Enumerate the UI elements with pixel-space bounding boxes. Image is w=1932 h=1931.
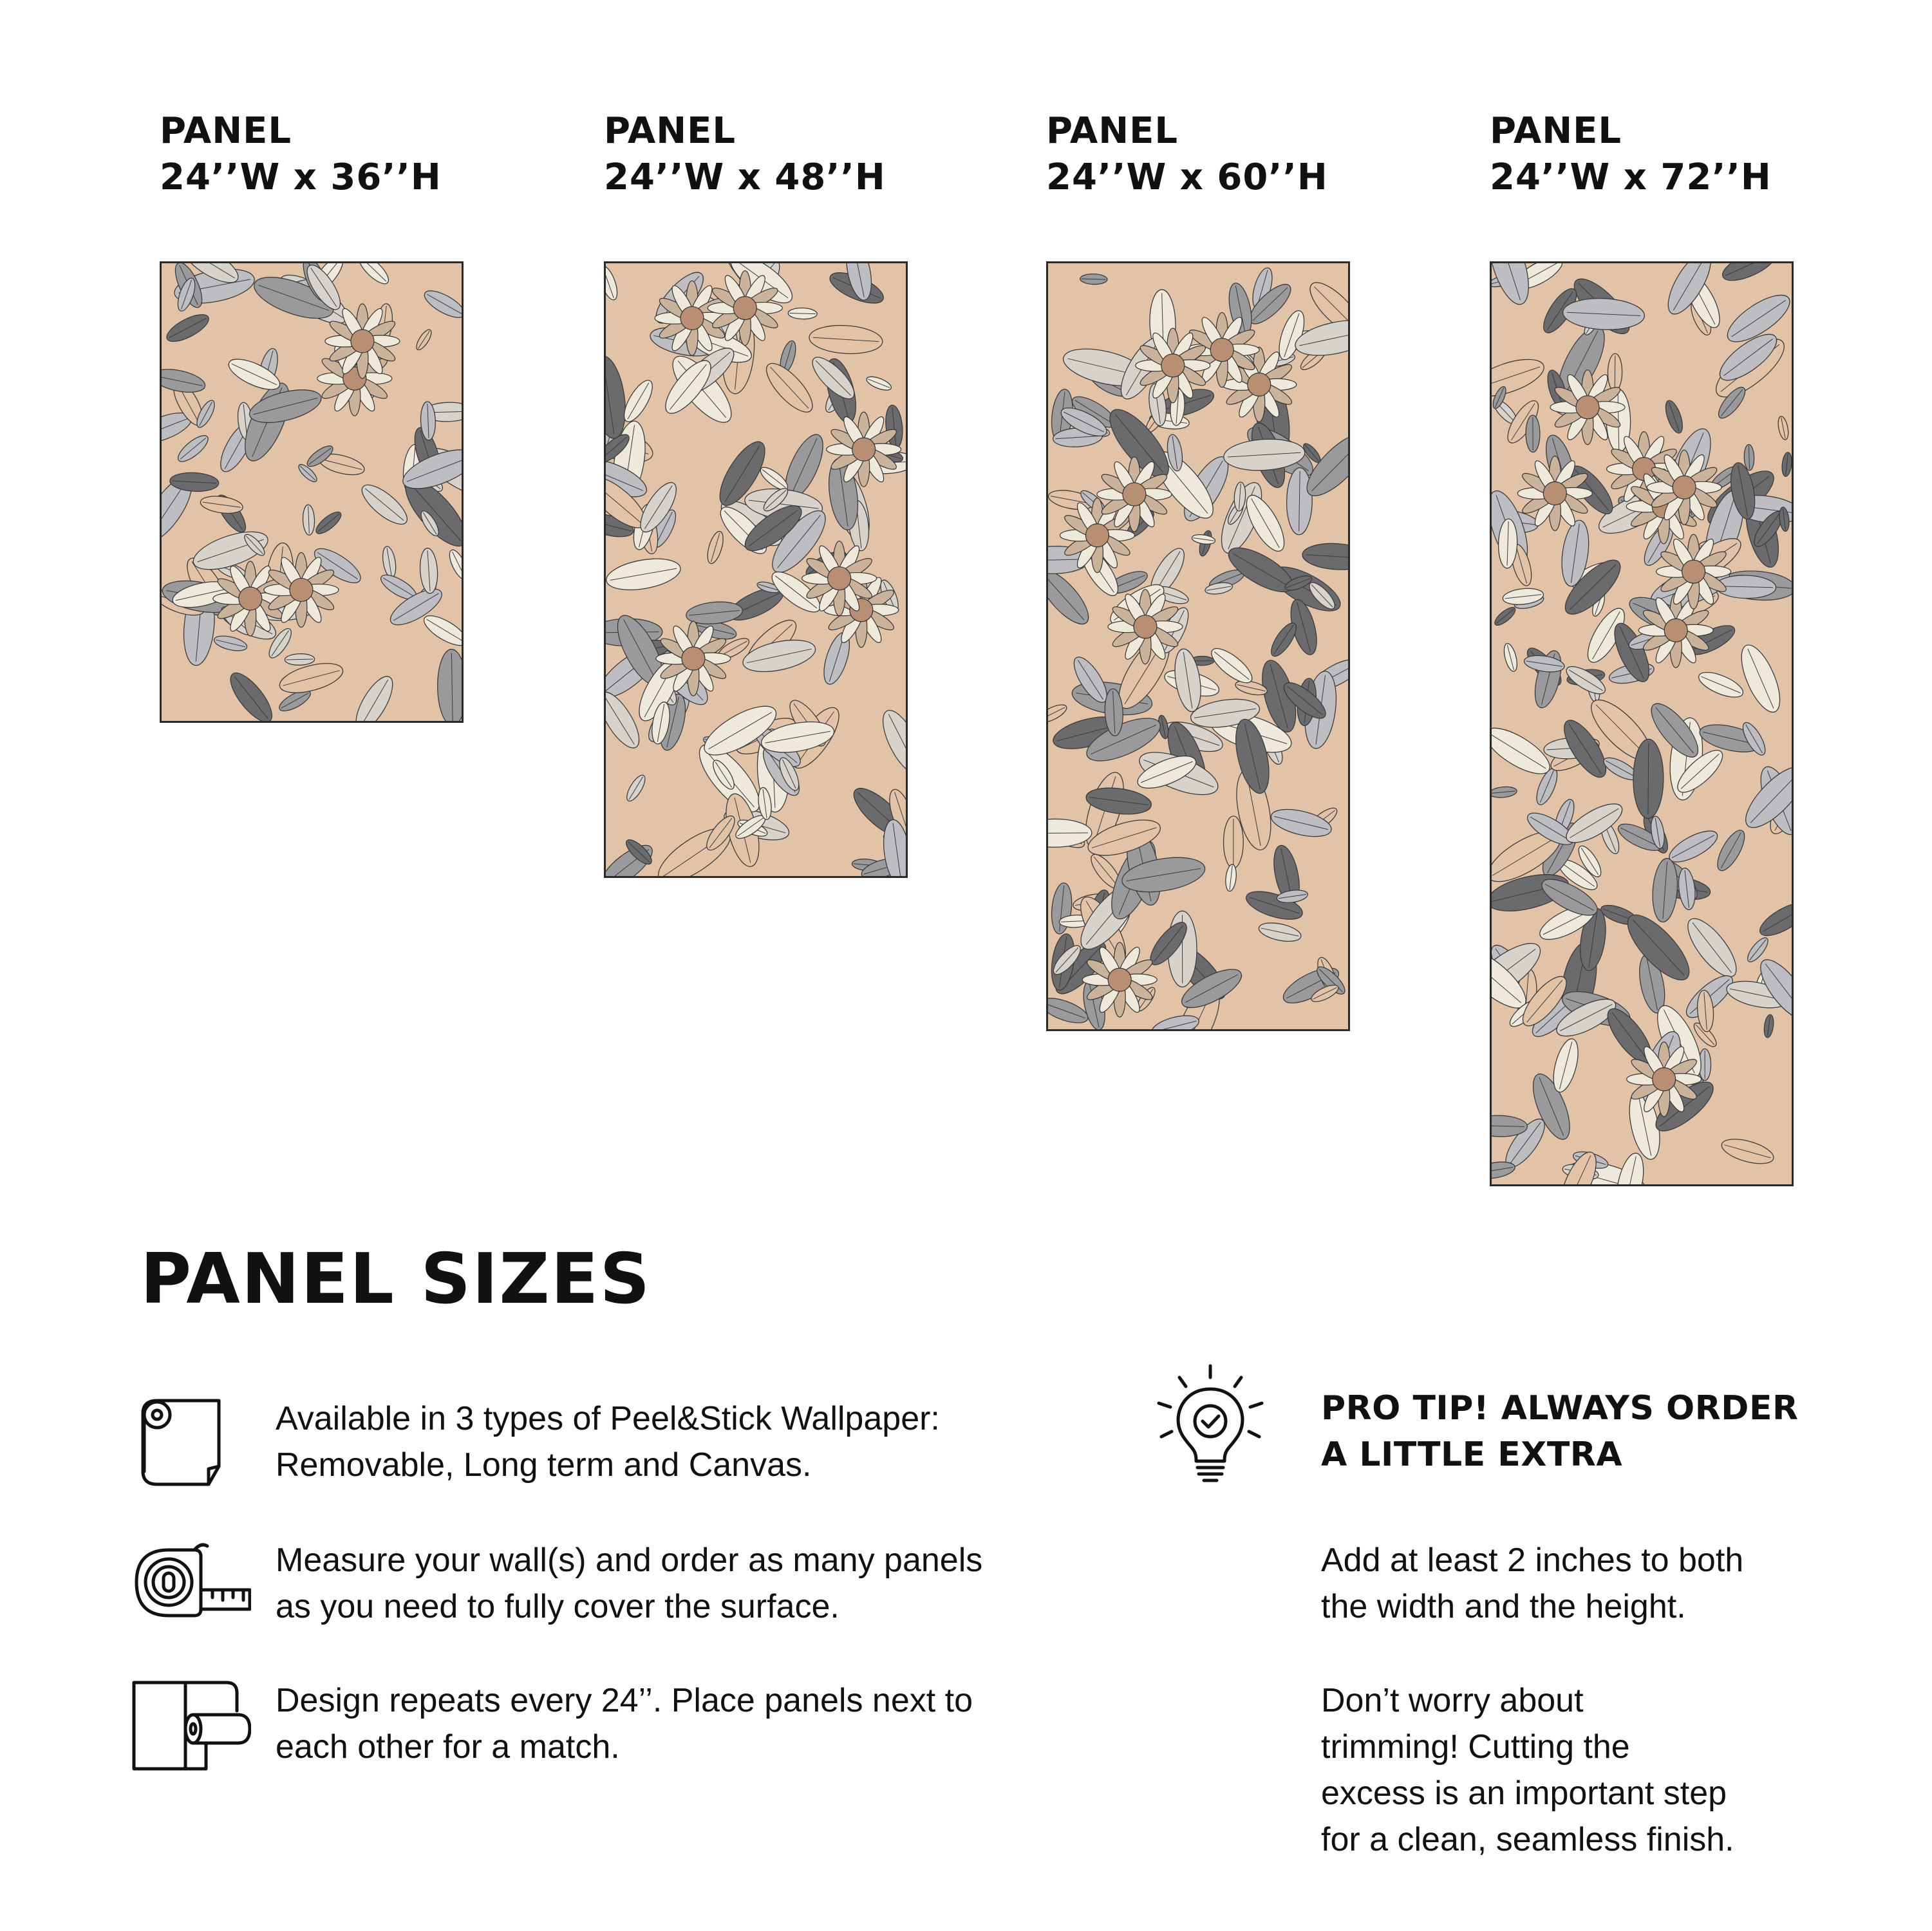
- panel-swatch: [604, 261, 908, 878]
- botanical-pattern: [162, 263, 462, 721]
- tip-title: [1321, 1385, 1799, 1478]
- panel-size: 24’’W x 36’’H: [160, 156, 442, 198]
- info-line: Measure your wall(s) and order as many panels: [276, 1542, 983, 1579]
- tip-line: trimming! Cutting the: [1321, 1728, 1630, 1766]
- botanical-pattern: [606, 263, 906, 876]
- tip-title-line: A LITTLE EXTRA: [1321, 1435, 1623, 1474]
- panel-title: PANEL: [604, 110, 736, 152]
- wallpaper-roll-icon: [129, 1395, 251, 1492]
- info-text: [276, 1677, 1138, 1770]
- tape-measure-icon: [129, 1537, 251, 1634]
- panel-label: [1046, 108, 1328, 201]
- botanical-pattern: [1492, 263, 1792, 1184]
- tip-line: Don’t worry about: [1321, 1682, 1584, 1719]
- tip-line: the width and the height.: [1321, 1588, 1686, 1625]
- info-text: [276, 1537, 1138, 1630]
- panel-swatch: [1490, 261, 1794, 1186]
- info-row-repeat: [129, 1677, 1133, 1774]
- lightbulb-check-icon: [1152, 1363, 1268, 1486]
- panel-size: 24’’W x 60’’H: [1046, 156, 1328, 198]
- panel-label: [604, 108, 886, 201]
- info-text: [276, 1395, 1138, 1488]
- panel-swatch: [160, 261, 464, 723]
- tip-line: for a clean, seamless finish.: [1321, 1821, 1734, 1858]
- info-line: as you need to fully cover the surface.: [276, 1588, 839, 1625]
- section-heading: PANEL SIZES: [140, 1239, 652, 1320]
- panel-title: PANEL: [1490, 110, 1622, 152]
- panel-title: PANEL: [1046, 110, 1179, 152]
- tip-line: excess is an important step: [1321, 1775, 1727, 1812]
- info-row-types: [129, 1395, 1133, 1492]
- tip-title-line: PRO TIP! ALWAYS ORDER: [1321, 1389, 1799, 1428]
- panel-size: 24’’W x 48’’H: [604, 156, 886, 198]
- panel-repeat-icon: [129, 1677, 251, 1774]
- panel-label: [1490, 108, 1772, 201]
- tip-line: Add at least 2 inches to both: [1321, 1542, 1744, 1579]
- info-line: each other for a match.: [276, 1728, 620, 1766]
- panel-size: 24’’W x 72’’H: [1490, 156, 1772, 198]
- info-line: Removable, Long term and Canvas.: [276, 1446, 812, 1484]
- panel-swatch: [1046, 261, 1350, 1031]
- info-row-measure: [129, 1537, 1133, 1634]
- panel-title: PANEL: [160, 110, 292, 152]
- info-line: Available in 3 types of Peel&Stick Wallpaper:: [276, 1400, 940, 1437]
- panel-label: [160, 108, 442, 201]
- botanical-pattern: [1048, 263, 1348, 1029]
- tip-paragraph-trimming: [1321, 1677, 1900, 1863]
- tip-paragraph-extra: [1321, 1537, 1900, 1630]
- info-line: Design repeats every 24’’. Place panels next to: [276, 1682, 973, 1719]
